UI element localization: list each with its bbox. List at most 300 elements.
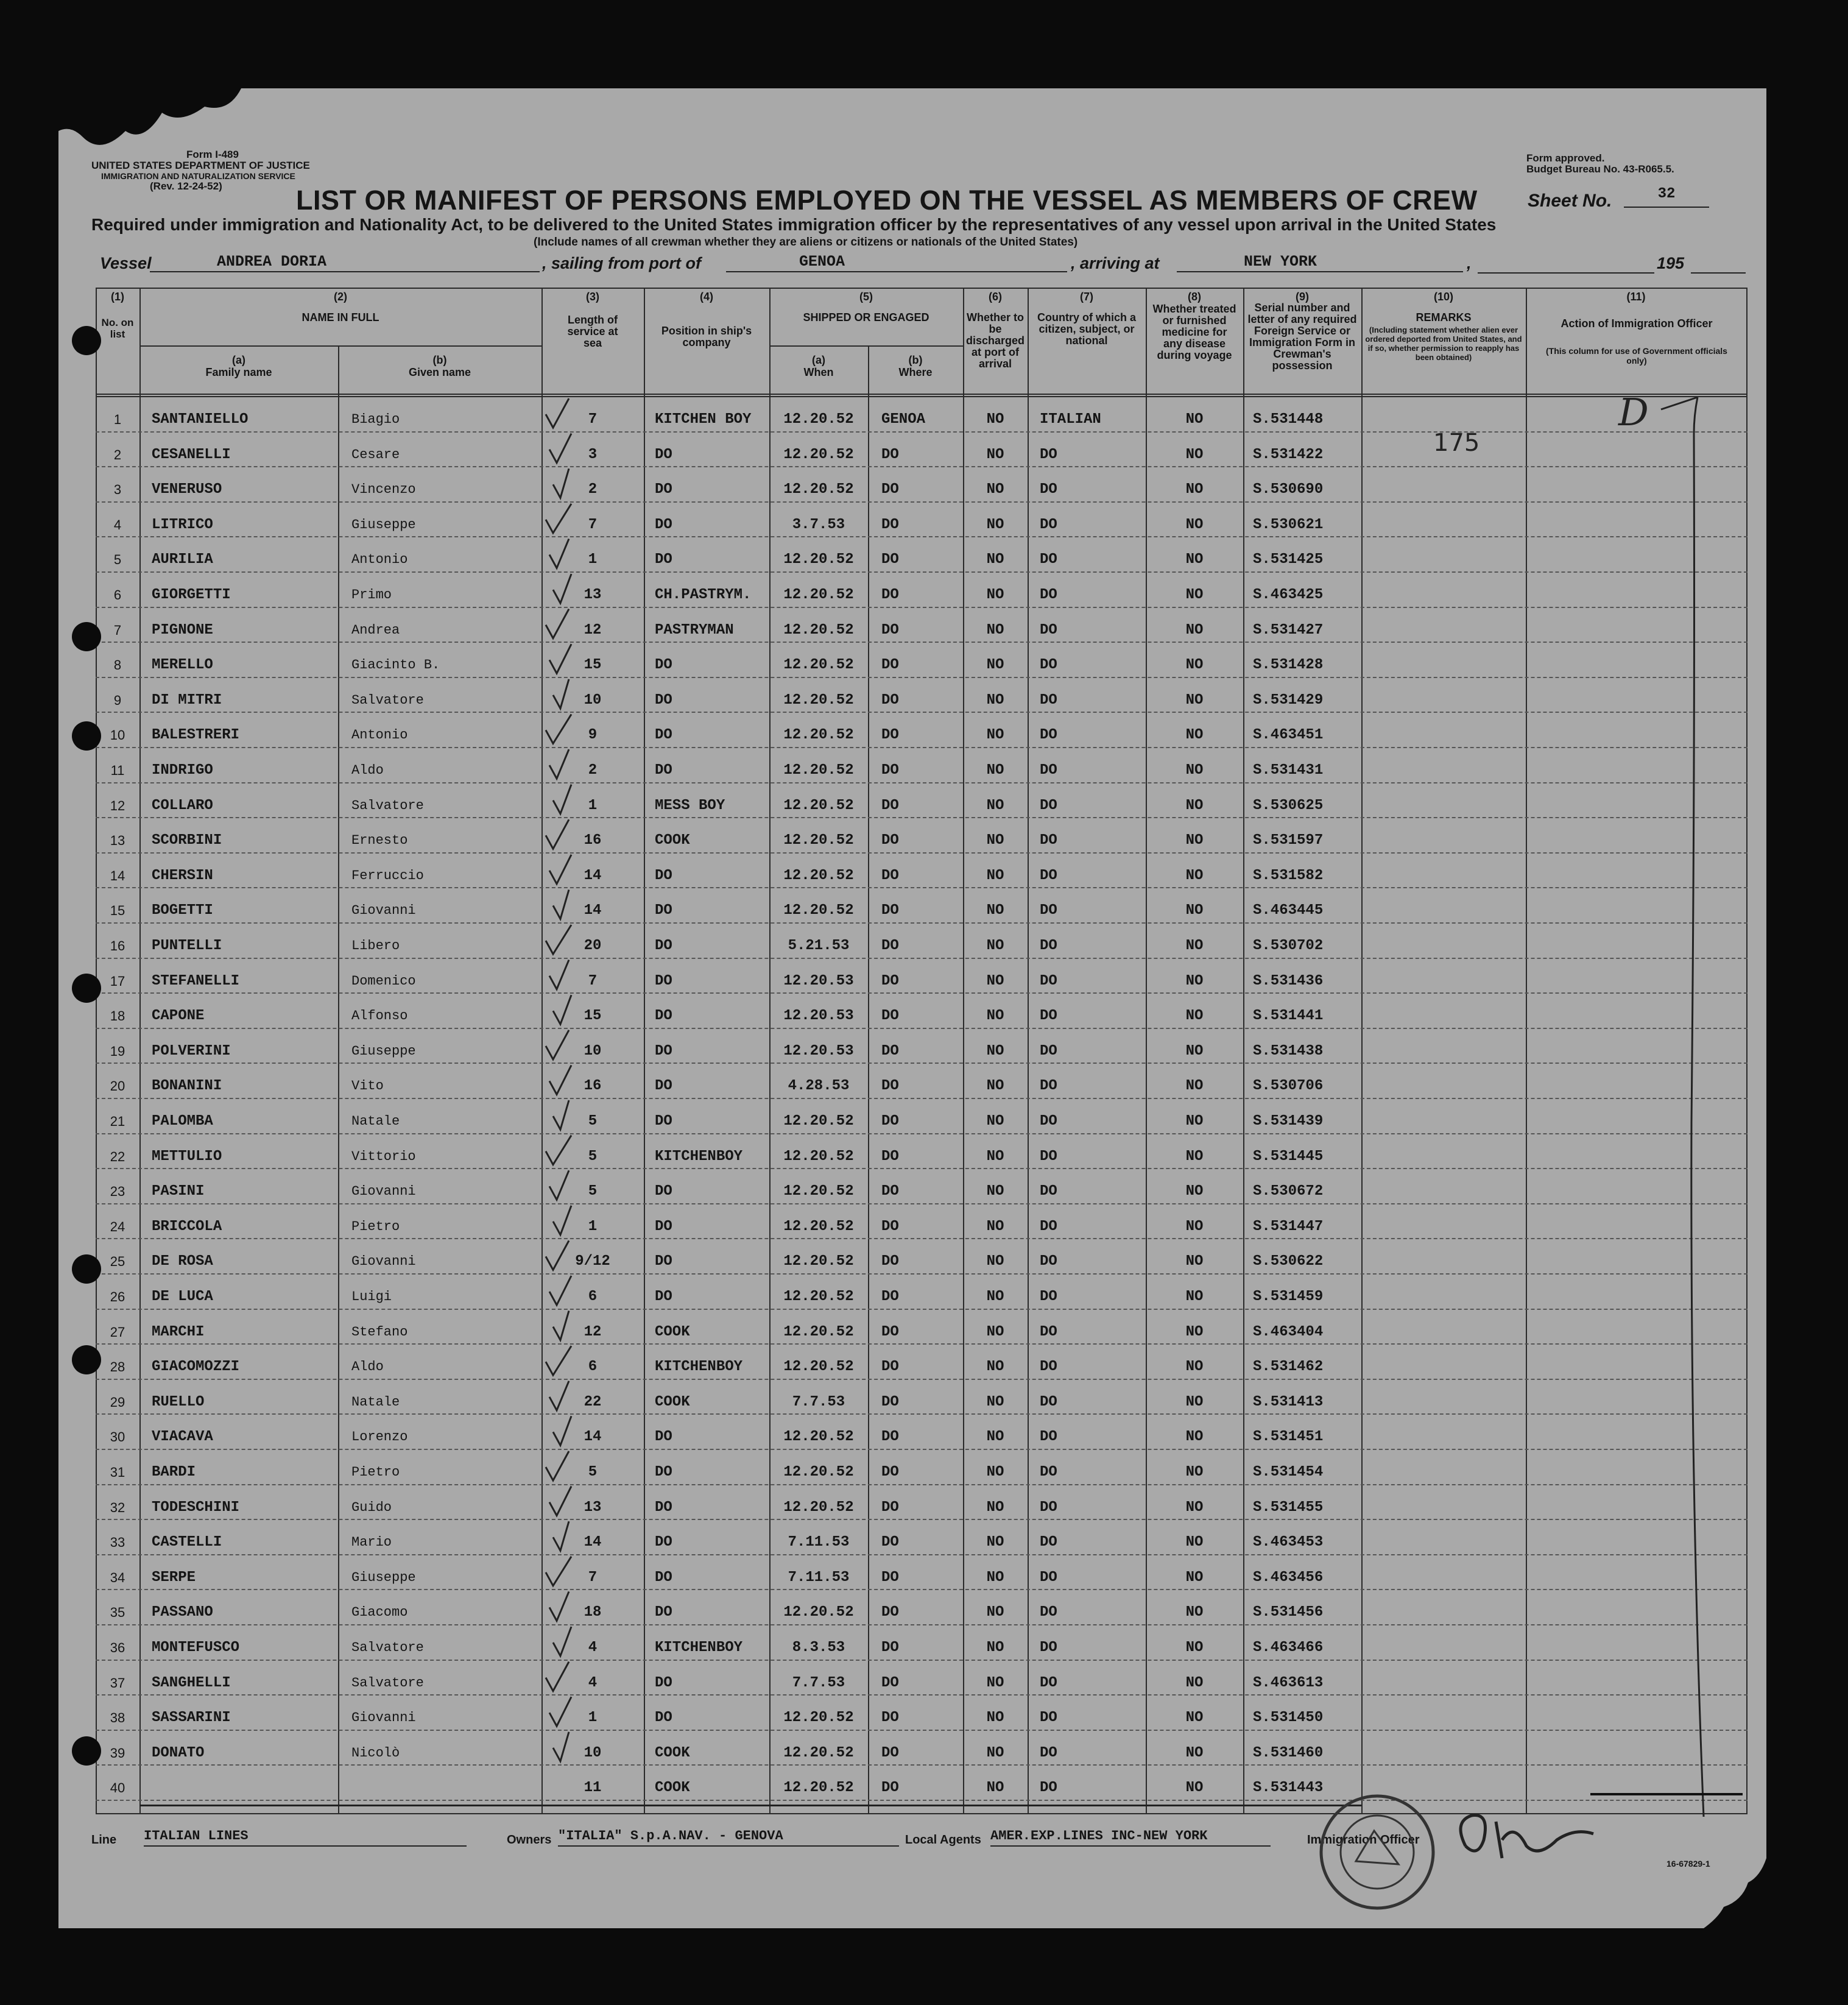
treated: NO	[1185, 691, 1204, 709]
punch-hole	[72, 1736, 101, 1766]
torn-corner-bottom	[1699, 1858, 1766, 1931]
position: KITCHENBOY	[655, 1639, 743, 1656]
service-length: 11	[584, 1780, 602, 1797]
shipped-when: 8.3.53	[792, 1639, 845, 1656]
row-number: 9	[113, 692, 122, 708]
col6-label: Whether to be discharged at port of arrival	[965, 311, 1025, 370]
given-name: Giacomo	[351, 1605, 408, 1621]
row-rule	[96, 1063, 1747, 1064]
shipped-when: 12.20.52	[783, 1744, 854, 1761]
row-number: 39	[110, 1745, 125, 1761]
shipped-when: 7.7.53	[792, 1674, 845, 1691]
discharged: NO	[986, 727, 1004, 744]
row-number: 29	[110, 1394, 125, 1410]
position: DO	[655, 1499, 672, 1516]
given-name: Giovanni	[351, 1254, 416, 1270]
country: DO	[1040, 938, 1057, 954]
given-name: Aldo	[351, 763, 384, 778]
check-mark	[549, 539, 569, 568]
row-rule	[96, 747, 1747, 748]
discharged: NO	[986, 1674, 1004, 1691]
discharged: NO	[986, 1183, 1004, 1200]
service-length: 2	[588, 762, 598, 779]
row-rule	[96, 431, 1747, 433]
position: DO	[655, 1253, 672, 1270]
country: DO	[1040, 1604, 1057, 1621]
treated: NO	[1185, 762, 1204, 779]
check-mark	[546, 504, 571, 533]
shipped-when: 12.20.52	[783, 1780, 854, 1797]
treated: NO	[1185, 1148, 1204, 1165]
row-number: 27	[110, 1324, 125, 1340]
country: DO	[1040, 1359, 1057, 1376]
row-rule	[96, 712, 1747, 713]
col7-label: Country of which a citizen, subject, or national	[1037, 311, 1136, 347]
position: DO	[655, 1464, 672, 1480]
row-rule	[96, 887, 1747, 888]
col2-label: NAME IN FULL	[302, 311, 379, 324]
row-number: 11	[110, 763, 125, 778]
country: DO	[1040, 1499, 1057, 1516]
owners-label: Owners	[507, 1833, 552, 1847]
position: DO	[655, 691, 672, 709]
given-name: Alfonso	[351, 1008, 408, 1024]
discharged: NO	[986, 1744, 1004, 1761]
shipped-when: 7.7.53	[792, 1393, 845, 1410]
check-mark	[549, 434, 571, 463]
shipped-when: 12.20.52	[783, 1604, 854, 1621]
serial-number: S.530622	[1253, 1253, 1324, 1270]
service-length: 14	[584, 902, 602, 919]
country: DO	[1040, 1148, 1057, 1165]
discharged: NO	[986, 1534, 1004, 1551]
subnote: (Include names of all crewman whether they are aliens or citizens or nationals of the United States)	[534, 236, 1078, 249]
given-name: Natale	[351, 1394, 400, 1410]
row-rule	[96, 607, 1747, 608]
row-rule	[96, 1379, 1747, 1380]
col11-label: Action of Immigration Officer	[1561, 317, 1713, 330]
check-mark	[546, 819, 569, 849]
check-mark	[549, 1065, 571, 1094]
given-name: Giacinto B.	[351, 657, 440, 673]
serial-number: S.463445	[1253, 902, 1324, 919]
service-length: 1	[588, 551, 598, 568]
position: KITCHENBOY	[655, 1148, 743, 1165]
discharged: NO	[986, 938, 1004, 954]
owners-value: "ITALIA" S.p.A.NAV. - GENOVA	[558, 1828, 899, 1847]
sailing-label: , sailing from port of	[542, 254, 701, 272]
service-length: 16	[584, 832, 602, 849]
check-mark	[553, 1311, 569, 1340]
row-number: 31	[110, 1465, 125, 1480]
country: ITALIAN	[1040, 411, 1101, 428]
check-mark	[549, 855, 571, 884]
position: DO	[655, 938, 672, 954]
shipped-where: GENOA	[881, 411, 926, 428]
col5a-number: (a)	[812, 354, 825, 366]
discharged: NO	[986, 551, 1004, 568]
country: DO	[1040, 1429, 1057, 1446]
col6-number: (6)	[989, 291, 1002, 303]
row-number: 2	[113, 447, 122, 462]
torn-corner	[58, 88, 253, 161]
family-name: BRICCOLA	[152, 1218, 222, 1235]
row-rule	[96, 1238, 1747, 1239]
discharged: NO	[986, 902, 1004, 919]
shipped-when: 12.20.52	[783, 446, 854, 463]
budget-bureau: Budget Bureau No. 43-R065.5.	[1526, 163, 1674, 175]
shipped-where: DO	[881, 902, 899, 919]
row-rule	[96, 1730, 1747, 1731]
action-mark: D	[1618, 390, 1649, 434]
given-name: Salvatore	[351, 797, 424, 813]
serial-number: S.531438	[1253, 1042, 1324, 1059]
treated: NO	[1185, 867, 1204, 884]
shipped-when: 12.20.52	[783, 551, 854, 568]
treated: NO	[1185, 1464, 1204, 1480]
country: DO	[1040, 1534, 1057, 1551]
row-number: 8	[113, 657, 122, 673]
shipped-where: DO	[881, 1183, 899, 1200]
col1-number: (1)	[111, 291, 124, 303]
discharged: NO	[986, 1464, 1004, 1480]
serial-number: S.530702	[1253, 938, 1324, 954]
shipped-when: 3.7.53	[792, 516, 845, 533]
serial-number: S.531428	[1253, 657, 1324, 674]
check-mark	[553, 469, 569, 498]
given-name: Ernesto	[351, 833, 408, 849]
family-name: STEFANELLI	[152, 972, 240, 989]
given-name: Giuseppe	[351, 517, 416, 532]
serial-number: S.463456	[1253, 1569, 1324, 1586]
punch-hole	[72, 1254, 101, 1284]
shipped-where: DO	[881, 867, 899, 884]
given-name: Stefano	[351, 1324, 408, 1340]
crew-table	[96, 288, 1747, 1814]
position: COOK	[655, 832, 690, 849]
position: DO	[655, 1008, 672, 1025]
shipped-when: 12.20.52	[783, 1253, 854, 1270]
country: DO	[1040, 1569, 1057, 1586]
check-mark	[546, 1346, 571, 1375]
country: DO	[1040, 1289, 1057, 1305]
treated: NO	[1185, 551, 1204, 568]
col9-label: Serial number and letter of any required Foreign Service or Immigration Form in Crewman's possession	[1247, 302, 1357, 372]
col10-number: (10)	[1433, 291, 1453, 303]
position: DO	[655, 1534, 672, 1551]
shipped-where: DO	[881, 1253, 899, 1270]
position: DO	[655, 657, 672, 674]
treated: NO	[1185, 1323, 1204, 1340]
row-number: 1	[113, 412, 122, 427]
row-rule	[96, 501, 1747, 503]
position: DO	[655, 1078, 672, 1095]
family-name: INDRIGO	[152, 762, 213, 779]
treated: NO	[1185, 516, 1204, 533]
row-number: 3	[113, 482, 122, 498]
serial-number: S.531436	[1253, 972, 1324, 989]
serial-number: S.531427	[1253, 621, 1324, 638]
check-mark	[546, 1136, 571, 1165]
shipped-where: DO	[881, 657, 899, 674]
given-name: Antonio	[351, 727, 408, 743]
check-mark	[546, 714, 571, 743]
given-name: Pietro	[351, 1218, 400, 1234]
row-rule	[96, 958, 1747, 959]
country: DO	[1040, 1393, 1057, 1410]
given-name: Antonio	[351, 552, 408, 568]
discharged: NO	[986, 1113, 1004, 1130]
country: DO	[1040, 1323, 1057, 1340]
row-number: 33	[110, 1535, 125, 1551]
year-blank	[1478, 253, 1654, 274]
shipped-when: 12.20.52	[783, 621, 854, 638]
service-length: 16	[584, 1078, 602, 1095]
shipped-when: 7.11.53	[788, 1569, 850, 1586]
position: COOK	[655, 1744, 690, 1761]
shipped-when: 12.20.52	[783, 1323, 854, 1340]
treated: NO	[1185, 797, 1204, 814]
position: KITCHEN BOY	[655, 411, 752, 428]
serial-number: S.531422	[1253, 446, 1324, 463]
position: DO	[655, 551, 672, 568]
service-length: 5	[588, 1183, 598, 1200]
shipped-when: 12.20.52	[783, 727, 854, 744]
shipped-where: DO	[881, 1534, 899, 1551]
shipped-where: DO	[881, 1393, 899, 1410]
treated: NO	[1185, 1744, 1204, 1761]
shipped-when: 12.20.52	[783, 1218, 854, 1235]
family-name: VENERUSO	[152, 481, 222, 498]
position: DO	[655, 481, 672, 498]
row-number: 28	[110, 1359, 125, 1375]
discharged: NO	[986, 1499, 1004, 1516]
col11-note: (This column for use of Government officials only)	[1546, 346, 1727, 366]
given-name: Pietro	[351, 1465, 400, 1480]
shipped-where: DO	[881, 1499, 899, 1516]
serial-number: S.530690	[1253, 481, 1324, 498]
family-name: TODESCHINI	[152, 1499, 240, 1516]
given-name: Ferruccio	[351, 868, 424, 883]
family-name: GIACOMOZZI	[152, 1359, 240, 1376]
shipped-where: DO	[881, 1042, 899, 1059]
serial-number: S.463404	[1253, 1323, 1324, 1340]
check-mark	[553, 574, 571, 603]
shipped-where: DO	[881, 1148, 899, 1165]
row-rule	[96, 1273, 1747, 1275]
position: DO	[655, 1183, 672, 1200]
treated: NO	[1185, 972, 1204, 989]
family-name: DE ROSA	[152, 1253, 213, 1270]
check-mark	[549, 749, 569, 779]
manifest-sheet	[58, 88, 1766, 1928]
col5a-label: When	[803, 366, 834, 378]
discharged: NO	[986, 1604, 1004, 1621]
row-number: 30	[110, 1429, 125, 1445]
serial-number: S.531431	[1253, 762, 1324, 779]
row-number: 13	[110, 833, 125, 849]
position: MESS BOY	[655, 797, 725, 814]
shipped-where: DO	[881, 446, 899, 463]
service-length: 1	[588, 1218, 598, 1235]
row-number: 15	[110, 903, 125, 919]
service-length: 5	[588, 1113, 598, 1130]
remarks-annotation: 175	[1433, 429, 1480, 457]
punch-hole	[72, 622, 101, 651]
check-mark	[546, 398, 569, 428]
family-name: METTULIO	[152, 1148, 222, 1165]
shipped-when: 5.21.53	[788, 938, 850, 954]
treated: NO	[1185, 1008, 1204, 1025]
country: DO	[1040, 446, 1057, 463]
col2-number: (2)	[334, 291, 347, 303]
check-mark	[546, 609, 569, 638]
service-length: 18	[584, 1604, 602, 1621]
shipped-when: 12.20.52	[783, 1710, 854, 1727]
shipped-where: DO	[881, 832, 899, 849]
family-name: SANGHELLI	[152, 1674, 231, 1691]
family-name: BALESTRERI	[152, 727, 240, 744]
serial-number: S.531448	[1253, 411, 1324, 428]
shipped-when: 12.20.52	[783, 657, 854, 674]
check-mark	[553, 1627, 571, 1656]
given-name: Giovanni	[351, 903, 416, 919]
service-length: 7	[588, 1569, 598, 1586]
row-rule	[96, 782, 1747, 783]
shipped-when: 12.20.52	[783, 902, 854, 919]
row-rule	[96, 1168, 1747, 1169]
row-rule	[96, 1413, 1747, 1415]
country: DO	[1040, 1639, 1057, 1656]
family-name: LITRICO	[152, 516, 213, 533]
shipped-where: DO	[881, 1464, 899, 1480]
punch-hole	[72, 974, 101, 1003]
row-rule	[96, 1343, 1747, 1345]
col2b-number: (b)	[432, 354, 447, 366]
country: DO	[1040, 481, 1057, 498]
position: DO	[655, 1113, 672, 1130]
treated: NO	[1185, 1674, 1204, 1691]
serial-number: S.463453	[1253, 1534, 1324, 1551]
vessel-name: ANDREA DORIA	[150, 253, 540, 272]
country: DO	[1040, 1113, 1057, 1130]
row-rule	[96, 1800, 1747, 1801]
row-number: 12	[110, 797, 125, 813]
check-mark	[546, 1240, 569, 1270]
check-marks	[521, 396, 576, 1822]
check-mark	[549, 960, 569, 989]
treated: NO	[1185, 446, 1204, 463]
shipped-when: 12.20.52	[783, 1148, 854, 1165]
departure-port: GENOA	[726, 253, 1067, 272]
col2a-number: (a)	[232, 354, 245, 366]
col10-label: REMARKS	[1416, 311, 1472, 324]
row-rule	[96, 1203, 1747, 1204]
position: DO	[655, 1218, 672, 1235]
country: DO	[1040, 1464, 1057, 1480]
shipped-where: DO	[881, 1359, 899, 1376]
position: DO	[655, 762, 672, 779]
row-rule	[96, 1098, 1747, 1099]
serial-number: S.531455	[1253, 1499, 1324, 1516]
check-mark	[553, 995, 571, 1024]
service-length: 5	[588, 1464, 598, 1480]
col5b-label: Where	[898, 366, 933, 378]
serial-number: S.531443	[1253, 1780, 1324, 1797]
row-rule	[96, 1449, 1747, 1450]
col4-label: Position in ship's company	[661, 325, 752, 348]
year-comma: ,	[1467, 254, 1472, 272]
serial-number: S.531460	[1253, 1744, 1324, 1761]
serial-number: S.531413	[1253, 1393, 1324, 1410]
treated: NO	[1185, 1534, 1204, 1551]
row-rule	[96, 992, 1747, 994]
discharged: NO	[986, 1359, 1004, 1376]
shipped-where: DO	[881, 762, 899, 779]
shipped-when: 12.20.52	[783, 797, 854, 814]
discharged: NO	[986, 1429, 1004, 1446]
given-name: Vittorio	[351, 1148, 416, 1164]
row-rule	[96, 1624, 1747, 1625]
treated: NO	[1185, 1499, 1204, 1516]
serial-number: S.531425	[1253, 551, 1324, 568]
given-name: Domenico	[351, 973, 416, 989]
row-rule	[96, 1484, 1747, 1485]
position: CH.PASTRYM.	[655, 587, 752, 603]
line-value: ITALIAN LINES	[144, 1828, 467, 1847]
check-mark	[549, 1381, 569, 1410]
col5b-number: (b)	[908, 354, 923, 366]
family-name: BARDI	[152, 1464, 196, 1480]
treated: NO	[1185, 1359, 1204, 1376]
arriving-label: , arriving at	[1071, 254, 1160, 272]
treated: NO	[1185, 1218, 1204, 1235]
given-name: Luigi	[351, 1289, 392, 1304]
serial-number: S.530625	[1253, 797, 1324, 814]
serial-number: S.531597	[1253, 832, 1324, 849]
row-rule	[96, 922, 1747, 924]
row-number: 35	[110, 1605, 125, 1621]
row-rule	[96, 642, 1747, 643]
row-rule	[96, 1554, 1747, 1555]
row-rule	[96, 466, 1747, 467]
col7-number: (7)	[1080, 291, 1093, 303]
row-rule	[96, 1589, 1747, 1590]
treated: NO	[1185, 411, 1204, 428]
given-name: Mario	[351, 1535, 392, 1551]
country: DO	[1040, 691, 1057, 709]
treated: NO	[1185, 1042, 1204, 1059]
serial-number: S.531454	[1253, 1464, 1324, 1480]
row-rule	[96, 536, 1747, 537]
discharged: NO	[986, 621, 1004, 638]
discharged: NO	[986, 1569, 1004, 1586]
footer-code: 16-67829-1	[1666, 1859, 1710, 1869]
country: DO	[1040, 1744, 1057, 1761]
agents-value: AMER.EXP.LINES INC-NEW YORK	[990, 1828, 1271, 1847]
position: COOK	[655, 1393, 690, 1410]
position: DO	[655, 1042, 672, 1059]
check-mark	[549, 1276, 571, 1305]
family-name: BOGETTI	[152, 902, 213, 919]
shipped-when: 12.20.52	[783, 481, 854, 498]
treated: NO	[1185, 902, 1204, 919]
country: DO	[1040, 762, 1057, 779]
shipped-when: 12.20.52	[783, 411, 854, 428]
shipped-when: 12.20.52	[783, 1113, 854, 1130]
treated: NO	[1185, 1710, 1204, 1727]
check-mark	[553, 1100, 569, 1130]
